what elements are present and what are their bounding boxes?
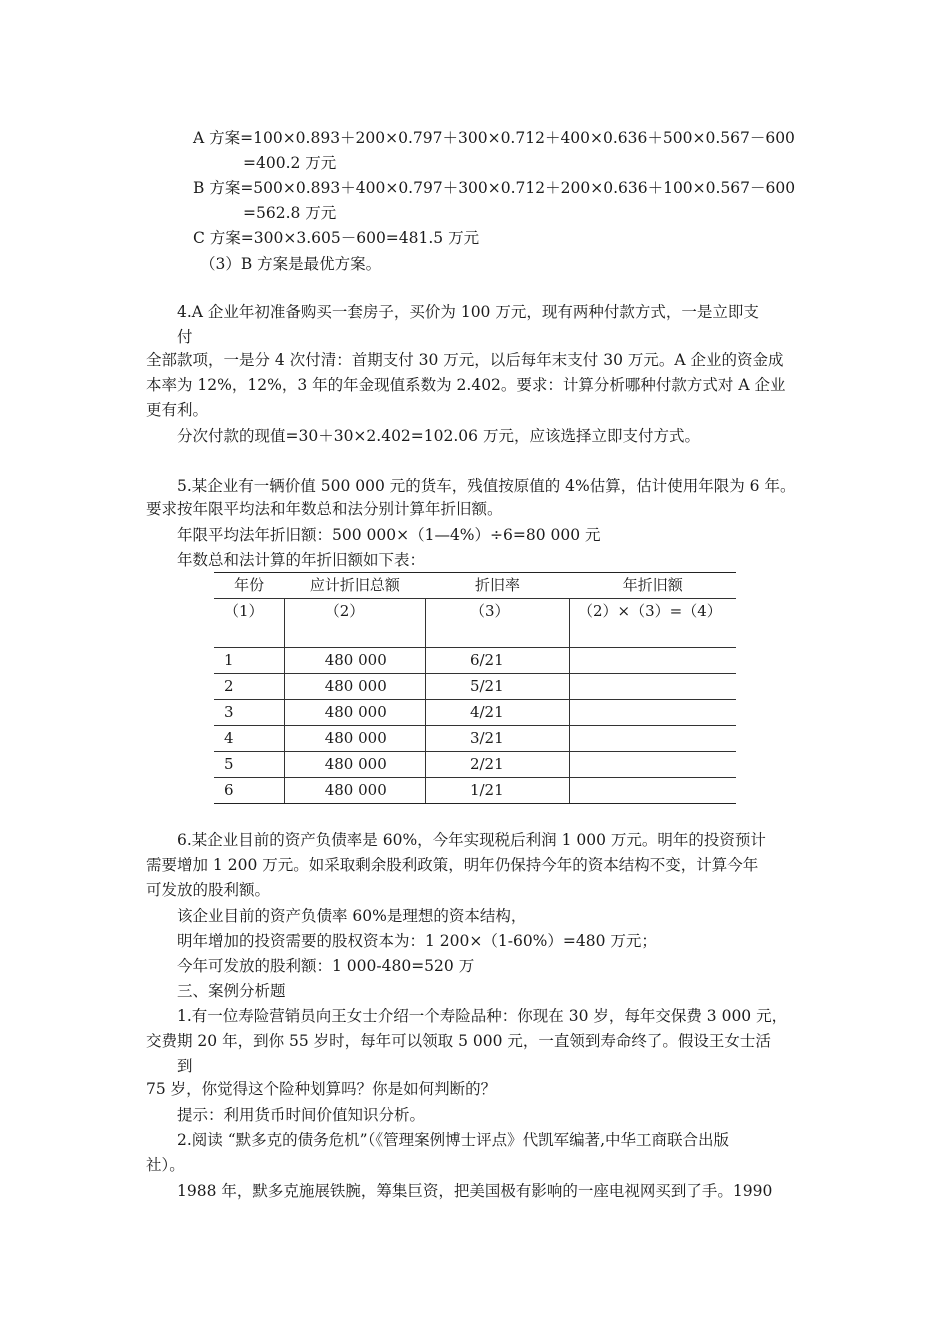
- table-cell: [569, 752, 736, 778]
- q5-answer-sum-of-years: 年数总和法计算的年折旧额如下表：: [177, 551, 426, 569]
- table-cell: 5: [214, 752, 284, 778]
- table-row: [214, 648, 736, 674]
- case-section-heading: 三、案例分析题: [177, 982, 286, 1000]
- table-cell: 480 000: [284, 700, 425, 726]
- table-cell: （2）×（3）=（4）: [577, 602, 722, 620]
- table-cell: [569, 674, 736, 700]
- case1-line2-wrap: 到: [177, 1057, 193, 1075]
- case2-line2: 社）。: [146, 1156, 185, 1174]
- table-cell: [569, 700, 736, 726]
- q4-answer: 分次付款的现值=30＋30×2.402=102.06 万元，应该选择立即支付方式。: [177, 427, 700, 445]
- q6-line2: 需要增加 1 200 万元。如采取剩余股利政策，明年仍保持今年的资本结构不变，计算今年: [146, 856, 759, 874]
- table-cell: 2/21: [425, 752, 569, 778]
- header-total-depreciable: 应计折旧总额: [284, 573, 425, 599]
- q4-line2: 全部款项，一是分 4 次付清：首期支付 30 万元，以后每年末支付 30 万元。A 企业的资金成: [146, 351, 784, 369]
- q4-line1: 4.A 企业年初准备购买一套房子，买价为 100 万元，现有两种付款方式，一是立即支: [177, 303, 759, 321]
- header-annual-depreciation: 年折旧额: [569, 573, 736, 599]
- table-row: [214, 700, 736, 726]
- table-cell: 480 000: [284, 648, 425, 674]
- table-row: [214, 778, 736, 804]
- table-cell: [569, 726, 736, 752]
- header-rate: 折旧率: [425, 573, 569, 599]
- table-header-row: [214, 573, 736, 599]
- q6-line3: 可发放的股利额。: [146, 881, 271, 899]
- q6-answer2: 明年增加的投资需要的股权资本为：1 200×（1-60%）=480 万元；: [177, 932, 657, 950]
- header-year: 年份: [214, 573, 284, 599]
- plan-b-formula: B 方案=500×0.893＋400×0.797＋300×0.712＋200×0.636＋100×0.567－600: [193, 179, 796, 197]
- table-cell: 480 000: [284, 674, 425, 700]
- table-cell: （3）: [425, 599, 569, 648]
- plan-a-result: =400.2 万元: [243, 154, 337, 172]
- case1-line1: 1.有一位寿险营销员向王女士介绍一个寿险品种：你现在 30 岁，每年交保费 3 000 元，: [177, 1007, 788, 1025]
- table-cell: 2: [214, 674, 284, 700]
- q4-line4: 更有利。: [146, 401, 209, 419]
- q5-answer-straight-line: 年限平均法年折旧额：500 000×（1—4%）÷6=80 000 元: [177, 526, 601, 544]
- table-cell: 6: [214, 778, 284, 804]
- q5-line1: 5.某企业有一辆价值 500 000 元的货车，残值按原值的 4%估算，估计使用年限为 6 年。: [177, 477, 796, 495]
- table-row: [214, 726, 736, 752]
- q4-line1-wrap: 付: [177, 328, 193, 346]
- q6-line1: 6.某企业目前的资产负债率是 60%，今年实现税后利润 1 000 万元。明年的投资预计: [177, 831, 766, 849]
- q6-answer1: 该企业目前的资产负债率 60%是理想的资本结构，: [177, 907, 527, 925]
- q6-answer3: 今年可发放的股利额：1 000-480=520 万: [177, 957, 475, 975]
- table-cell: 1: [214, 648, 284, 674]
- table-cell: 3: [214, 700, 284, 726]
- q4-line3: 本率为 12%，12%，3 年的年金现值系数为 2.402。要求：计算分析哪种付款方式对 A 企业: [146, 376, 786, 394]
- table-row: [214, 674, 736, 700]
- plan-c-formula: C 方案=300×3.605－600=481.5 万元: [193, 229, 480, 247]
- case1-line2: 交费期 20 年，到你 55 岁时，每年可以领取 5 000 元，一直领到寿命终了。假设王女士活: [146, 1032, 771, 1050]
- table-cell: （1）: [214, 599, 284, 648]
- table-cell: 1/21: [425, 778, 569, 804]
- table-cell: 4: [214, 726, 284, 752]
- table-cell: 5/21: [425, 674, 569, 700]
- q5-line2: 要求按年限平均法和年数总和法分别计算年折旧额。: [146, 500, 503, 518]
- table-cell: 480 000: [284, 752, 425, 778]
- table-cell: [569, 648, 736, 674]
- table-row: [214, 752, 736, 778]
- table-cell: 4/21: [425, 700, 569, 726]
- best-plan-conclusion: （3）B 方案是最优方案。: [200, 255, 382, 273]
- table-index-row: [214, 599, 736, 648]
- case2-line3: 1988 年，默多克施展铁腕，筹集巨资，把美国极有影响的一座电视网买到了手。1990: [177, 1182, 773, 1200]
- case2-line1: 2.阅读 “默多克的债务危机”（《管理案例博士评点》代凯军编著,中华工商联合出版: [177, 1131, 729, 1149]
- table-cell: [569, 778, 736, 804]
- table-cell: 3/21: [425, 726, 569, 752]
- plan-b-result: =562.8 万元: [243, 204, 337, 222]
- table-cell: 480 000: [284, 726, 425, 752]
- table-cell: （2）: [284, 599, 425, 648]
- depreciation-table: [214, 572, 736, 804]
- case1-hint: 提示：利用货币时间价值知识分析。: [177, 1106, 426, 1124]
- case1-line3: 75 岁，你觉得这个险种划算吗？你是如何判断的？: [146, 1080, 497, 1098]
- table-cell: 6/21: [425, 648, 569, 674]
- plan-a-formula: A 方案=100×0.893＋200×0.797＋300×0.712＋400×0.636＋500×0.567－600: [193, 129, 795, 147]
- table-cell: 480 000: [284, 778, 425, 804]
